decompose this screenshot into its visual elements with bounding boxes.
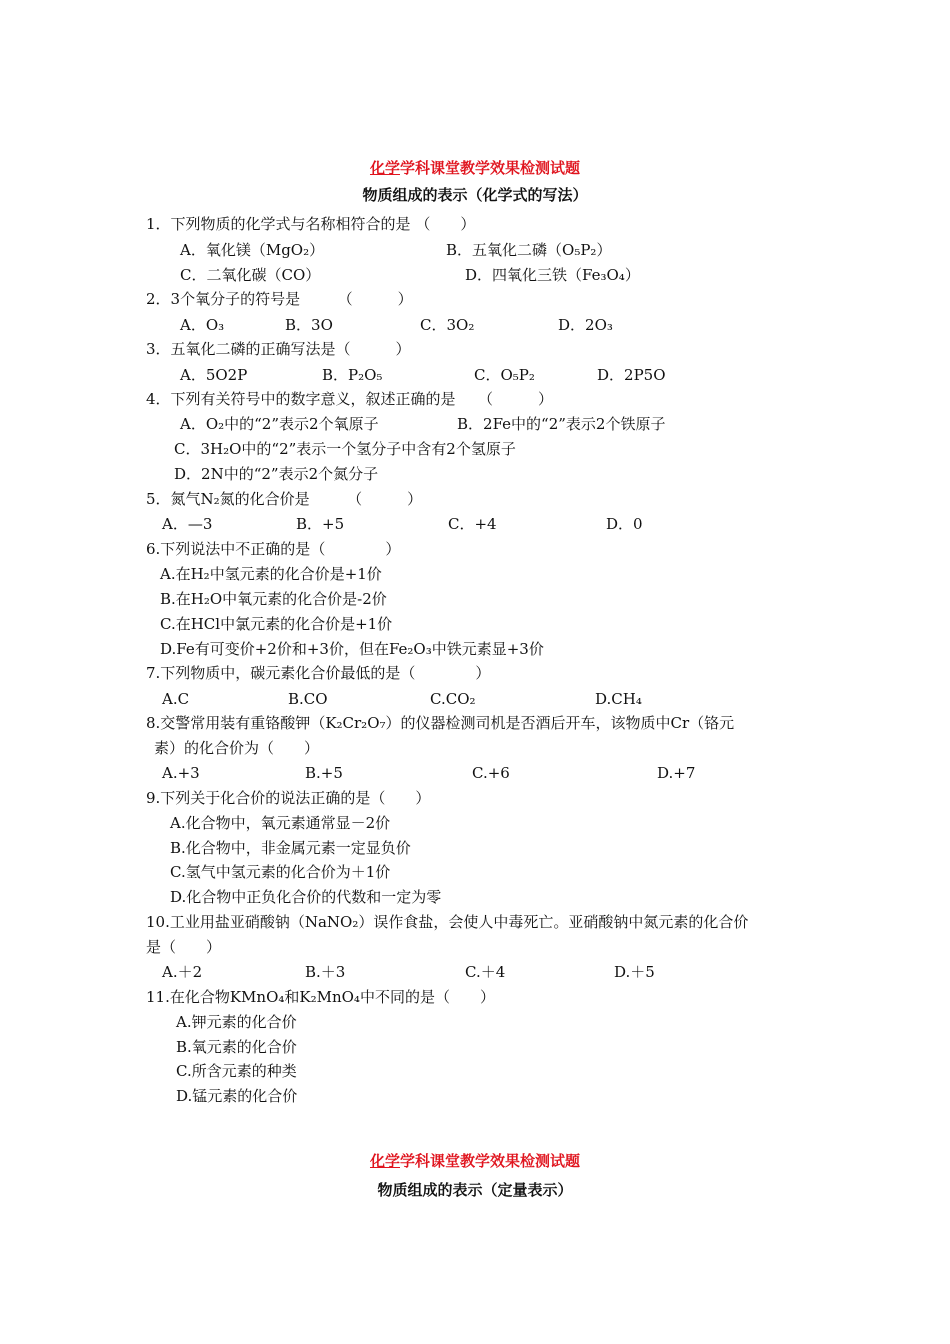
question-1-option-a: A．氧化镁（MgO₂）: [180, 241, 325, 259]
question-10-option-d: D.＋5: [614, 963, 655, 981]
question-11-option-d: D.锰元素的化合价: [176, 1087, 298, 1105]
question-7-option-d: D.CH₄: [595, 690, 642, 708]
question-7-option-b: B.CO: [288, 690, 328, 708]
section-1-title-rest: 学科课堂教学效果检测试题: [400, 159, 581, 177]
question-10-stem-line-1: 10.工业用盐亚硝酸钠（NaNO₂）误作食盐，会使人中毒死亡。亚硝酸钠中氮元素的化合价: [146, 913, 749, 931]
question-11-stem: 11.在化合物KMnO₄和K₂MnO₄中不同的是（ ）: [146, 988, 495, 1006]
question-5-option-b: B．+5: [296, 515, 345, 533]
question-3-option-d: D．2P5O: [597, 366, 666, 384]
question-10-option-c: C.＋4: [465, 963, 506, 981]
question-9-option-a: A.化合物中，氧元素通常显－2价: [170, 814, 391, 832]
question-6-option-a: A.在H₂中氢元素的化合价是+1价: [160, 565, 382, 583]
section-1-title: [0, 157, 950, 178]
question-9-stem: 9.下列关于化合价的说法正确的是（ ）: [146, 789, 431, 807]
question-1-option-b: B．五氧化二磷（O₅P₂）: [446, 241, 612, 259]
question-6-stem: 6.下列说法中不正确的是（ ）: [146, 540, 401, 558]
question-7-option-c: C.CO₂: [430, 690, 476, 708]
question-4-option-d: D．2N中的“2”表示2个氮分子: [174, 465, 379, 483]
question-3-stem: 3．五氧化二磷的正确写法是（ ）: [146, 340, 411, 358]
question-10-option-b: B.＋3: [305, 963, 346, 981]
section-2-title-underlined: 化学: [369, 1152, 400, 1170]
question-3-option-a: A．5O2P: [180, 366, 248, 384]
question-6-option-d: D.Fe有可变价+2价和+3价，但在Fe₂O₃中铁元素显+3价: [160, 640, 544, 658]
question-9-option-b: B.化合物中，非金属元素一定显负价: [170, 839, 411, 857]
question-4-option-b: B．2Fe中的“2”表示2个铁原子: [457, 415, 666, 433]
question-4-stem: 4．下列有关符号中的数字意义，叙述正确的是 （ ）: [146, 390, 554, 408]
section-2-title: [0, 1150, 950, 1171]
question-11-option-b: B.氧元素的化合价: [176, 1038, 297, 1056]
section-1-title-underlined: 化学: [369, 159, 400, 177]
question-3-option-b: B．P₂O₅: [322, 366, 383, 384]
question-5-option-c: C．+4: [448, 515, 497, 533]
question-7-stem: 7.下列物质中，碳元素化合价最低的是（ ）: [146, 664, 491, 682]
question-1-stem: 1．下列物质的化学式与名称相符合的是 （ ）: [146, 215, 476, 233]
question-6-option-c: C.在HCl中氯元素的化合价是+1价: [160, 615, 393, 633]
question-2-stem: 2．3个氧分子的符号是 （ ）: [146, 290, 413, 308]
question-8-option-d: D.+7: [657, 764, 696, 782]
question-5-stem: 5．氮气N₂氮的化合价是 （ ）: [146, 490, 423, 508]
question-8-option-c: C.+6: [472, 764, 510, 782]
question-2-option-a: A．O₃: [180, 316, 225, 334]
question-11-option-a: A.钾元素的化合价: [176, 1013, 297, 1031]
question-8-stem-line-1: 8.交警常用装有重铬酸钾（K₂Cr₂O₇）的仪器检测司机是否酒后开车，该物质中Cr（铬元: [146, 714, 735, 732]
question-1-option-d: D．四氧化三铁（Fe₃O₄）: [465, 266, 640, 284]
question-2-option-b: B．3O: [285, 316, 333, 334]
question-2-option-c: C．3O₂: [420, 316, 475, 334]
question-9-option-c: C.氢气中氢元素的化合价为＋1价: [170, 863, 391, 881]
question-4-option-c: C．3H₂O中的“2”表示一个氢分子中含有2个氢原子: [174, 440, 516, 458]
question-9-option-d: D.化合物中正负化合价的代数和一定为零: [170, 888, 442, 906]
question-8-option-b: B.+5: [305, 764, 343, 782]
question-7-option-a: A.C: [162, 690, 190, 708]
question-10-stem-line-2: 是（ ）: [146, 938, 222, 956]
question-5-option-d: D．0: [606, 515, 643, 533]
question-4-option-a: A．O₂中的“2”表示2个氧原子: [180, 415, 379, 433]
question-5-option-a: A．—3: [162, 515, 213, 533]
section-2-title-rest: 学科课堂教学效果检测试题: [400, 1152, 581, 1170]
question-11-option-c: C.所含元素的种类: [176, 1062, 297, 1080]
question-2-option-d: D．2O₃: [558, 316, 613, 334]
section-1-subtitle: 物质组成的表示（化学式的写法）: [362, 186, 588, 204]
question-1-option-c: C．二氧化碳（CO）: [180, 266, 321, 284]
question-8-stem-line-2: 素）的化合价为（ ）: [154, 739, 320, 757]
section-2-subtitle: 物质组成的表示（定量表示）: [377, 1181, 573, 1199]
question-3-option-c: C．O₅P₂: [474, 366, 535, 384]
question-6-option-b: B.在H₂O中氧元素的化合价是-2价: [160, 590, 387, 608]
question-10-option-a: A.＋2: [162, 963, 203, 981]
question-8-option-a: A.+3: [162, 764, 200, 782]
